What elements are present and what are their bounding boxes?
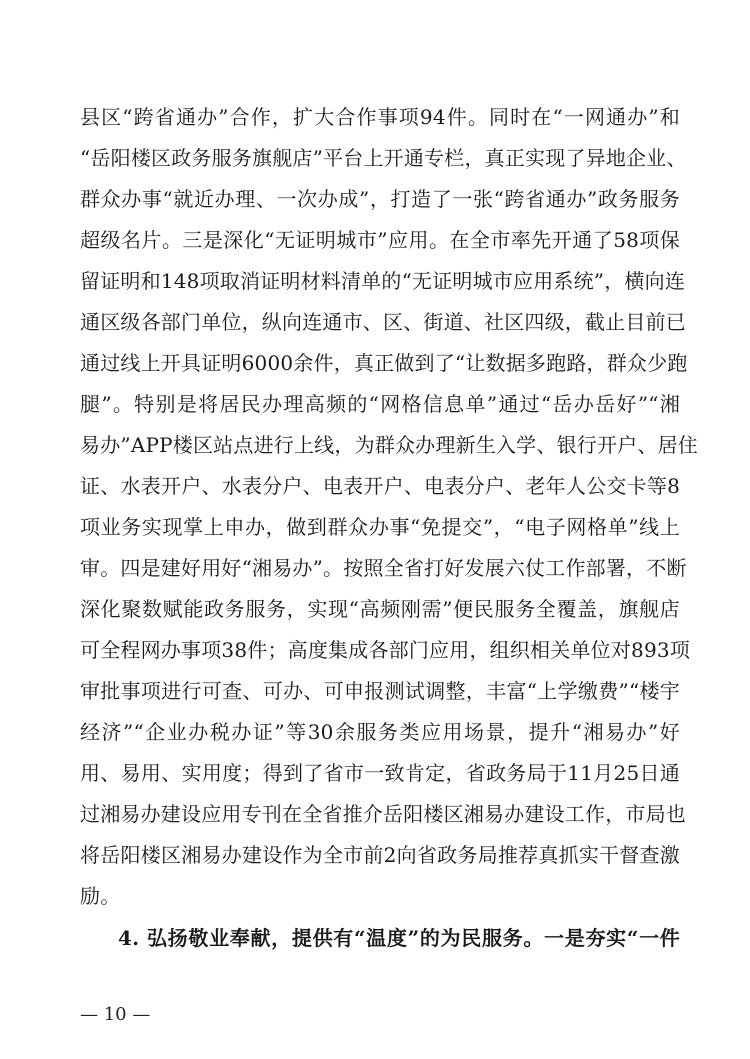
paragraph-line: 证、水表开户、水表分户、电表开户、电表分户、老年人公交卡等8 [80,474,680,498]
paragraph-line: 用、易用、实用度；得到了省市一致肯定，省政务局于11月25日通 [80,761,680,785]
page-number: — 10 — [80,1004,151,1025]
paragraph-line: 易办”APP楼区站点进行上线，为群众办理新生入学、银行开户、居住 [80,433,698,457]
paragraph-line: “岳阳楼区政务服务旗舰店”平台上开通专栏，真正实现了异地企业、 [80,146,687,170]
section-heading: 4. 弘扬敬业奉献，提供有“温度”的为民服务。一是夯实“一件 [118,926,680,950]
paragraph-line: 可全程网办事项38件；高度集成各部门应用，组织相关单位对893项 [80,638,691,662]
paragraph-line: 通区级各部门单位，纵向连通市、区、街道、社区四级，截止目前已 [80,310,686,334]
paragraph-line: 审批事项进行可查、可办、可申报测试调整，丰富“上学缴费”“楼宇 [80,679,680,703]
paragraph-line: 县区“跨省通办”合作，扩大合作事项94件。同时在“一网通办”和 [80,105,680,129]
paragraph-line: 励。 [80,884,121,908]
paragraph-line: 项业务实现掌上申办，做到群众办事“免提交”，“电子网格单”线上 [80,515,680,539]
paragraph-line: 审。四是建好用好“湘易办”。按照全省打好发展六仗工作部署，不断 [80,556,687,580]
paragraph-line: 深化聚数赋能政务服务，实现“高频刚需”便民服务全覆盖，旗舰店 [80,597,680,621]
paragraph-line: 通过线上开具证明6000余件，真正做到了“让数据多跑路，群众少跑 [80,351,688,375]
paragraph-line: 经济”“企业办税办证”等30余服务类应用场景，提升“湘易办”好 [80,720,680,744]
paragraph-line: 腿”。特别是将居民办理高频的“网格信息单”通过“岳办岳好”“湘 [80,392,680,416]
paragraph-line: 超级名片。三是深化“无证明城市”应用。在全市率先开通了58项保 [80,228,680,252]
paragraph-line: 过湘易办建设应用专刊在全省推介岳阳楼区湘易办建设工作，市局也 [80,802,686,826]
paragraph-line: 群众办事“就近办理、一次办成”，打造了一张“跨省通办”政务服务 [80,187,680,211]
paragraph-line: 将岳阳楼区湘易办建设作为全市前2向省政务局推荐真抓实干督查激 [80,843,680,867]
paragraph-line: 留证明和148项取消证明材料清单的“无证明城市应用系统”，横向连 [80,269,686,293]
